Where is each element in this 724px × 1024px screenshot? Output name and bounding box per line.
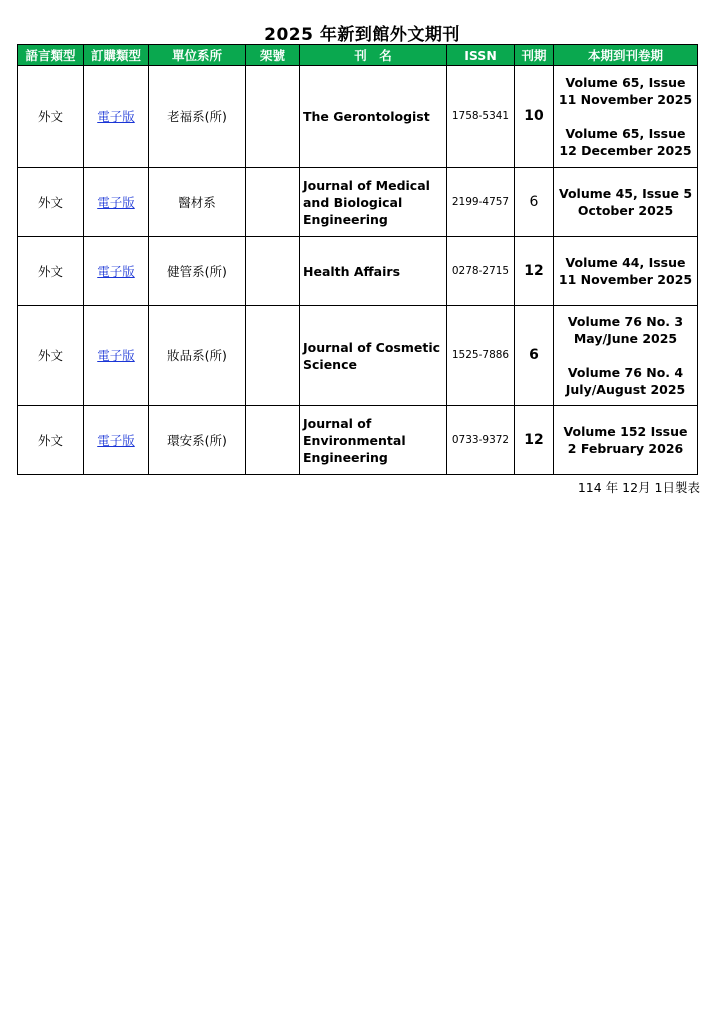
- cell-shelf: [246, 406, 300, 475]
- header-title: 刊 名: [300, 45, 447, 66]
- issue-entry: Volume 152 Issue 2 February 2026: [563, 424, 688, 456]
- order-type-link[interactable]: 電子版: [97, 263, 135, 279]
- cell-department: 妝品系(所): [149, 306, 246, 406]
- cell-order-type: [84, 66, 149, 168]
- cell-language: 外文: [18, 406, 84, 475]
- order-type-link[interactable]: 電子版: [97, 109, 135, 124]
- table-row: [18, 168, 698, 237]
- header-order-type: 訂購類型: [84, 45, 149, 66]
- order-type-link[interactable]: 電子版: [97, 432, 135, 448]
- cell-frequency: 6: [515, 168, 554, 237]
- header-row: [18, 45, 698, 66]
- cell-department: 環安系(所): [149, 406, 246, 475]
- cell-issn: 1758-5341: [447, 66, 515, 168]
- cell-shelf: [246, 66, 300, 168]
- cell-language: 外文: [18, 306, 84, 406]
- table-row: [18, 66, 698, 168]
- cell-frequency: 12: [515, 237, 554, 306]
- page-title: 2025 年新到館外文期刊: [264, 25, 460, 45]
- cell-order-type: [84, 237, 149, 306]
- table-row: [18, 306, 698, 406]
- order-type-link[interactable]: 電子版: [97, 194, 135, 210]
- cell-current-issue: [554, 66, 698, 168]
- header-shelf: 架號: [246, 45, 300, 66]
- cell-title: Journal of Medical and Biological Engineering: [300, 168, 447, 237]
- cell-shelf: [246, 237, 300, 306]
- cell-current-issue: [554, 406, 698, 475]
- cell-department: 老福系(所): [149, 66, 246, 168]
- cell-frequency: 12: [515, 406, 554, 475]
- cell-issn: 1525-7886: [447, 306, 515, 406]
- cell-language: 外文: [18, 168, 84, 237]
- issue-entry: Volume 76 No. 4 July/August 2025: [565, 365, 686, 397]
- cell-issn: 0733-9372: [447, 406, 515, 475]
- header-current-issue: 本期到刊卷期: [554, 45, 698, 66]
- cell-title: Health Affairs: [300, 237, 447, 306]
- cell-department: 醫材系: [149, 168, 246, 237]
- table-row: [18, 237, 698, 306]
- cell-issn: 0278-2715: [447, 237, 515, 306]
- header-frequency: 刊期: [515, 45, 554, 66]
- cell-order-type: [84, 406, 149, 475]
- cell-department: 健管系(所): [149, 237, 246, 306]
- cell-issn: 2199-4757: [447, 168, 515, 237]
- order-type-link[interactable]: 電子版: [97, 348, 135, 363]
- issue-entry: Volume 65, Issue 11 November 2025: [558, 75, 693, 107]
- cell-frequency: 10: [515, 66, 554, 168]
- issue-entry: Volume 65, Issue 12 December 2025: [559, 126, 692, 158]
- cell-current-issue: [554, 168, 698, 237]
- table-row: [18, 406, 698, 475]
- header-issn: ISSN: [447, 45, 515, 66]
- cell-title: Journal of Environmental Engineering: [300, 406, 447, 475]
- cell-language: 外文: [18, 237, 84, 306]
- issue-entry: Volume 45, Issue 5 October 2025: [558, 186, 693, 218]
- cell-shelf: [246, 168, 300, 237]
- cell-language: 外文: [18, 66, 84, 168]
- issue-entry: Volume 76 No. 3 May/June 2025: [567, 314, 684, 346]
- cell-current-issue: [554, 237, 698, 306]
- cell-frequency: 6: [515, 306, 554, 406]
- issue-entry: Volume 44, Issue 11 November 2025: [558, 255, 693, 287]
- cell-title: The Gerontologist: [300, 66, 447, 168]
- cell-order-type: [84, 168, 149, 237]
- table-footnote: 114 年 12月 1日製表: [577, 480, 700, 495]
- header-department: 單位系所: [149, 45, 246, 66]
- cell-title: Journal of Cosmetic Science: [300, 306, 447, 406]
- cell-current-issue: [554, 306, 698, 406]
- header-language: 語言類型: [18, 45, 84, 66]
- journal-table: [17, 44, 698, 475]
- cell-shelf: [246, 306, 300, 406]
- cell-order-type: [84, 306, 149, 406]
